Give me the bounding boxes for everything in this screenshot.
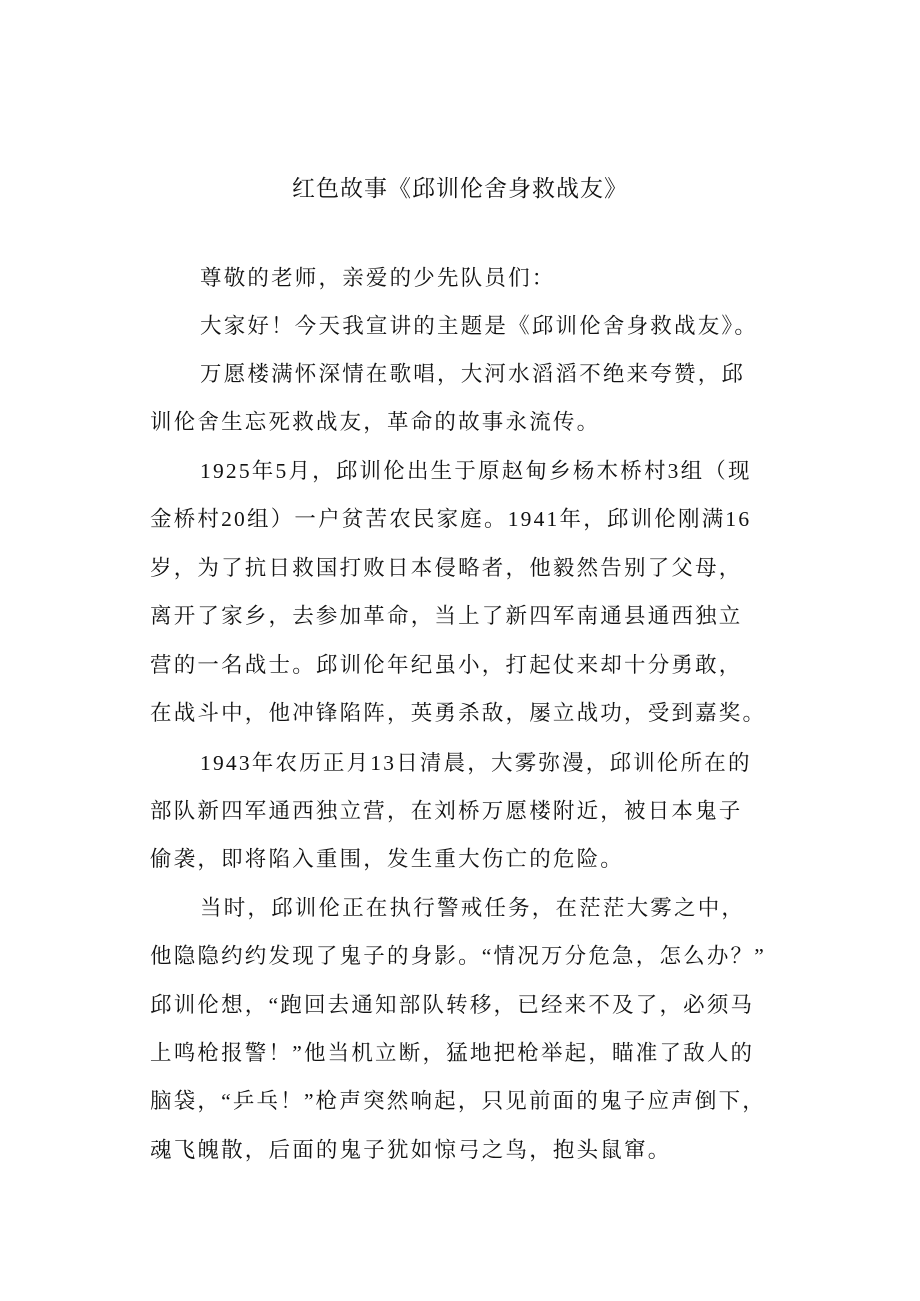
text-line: 上鸣枪报警！”他当机立断，猛地把枪举起，瞄准了敌人的 bbox=[150, 1041, 755, 1065]
text-line: 当时，邱训伦正在执行警戒任务，在茫茫大雾之中， bbox=[200, 896, 746, 920]
text-line: 部队新四军通西独立营，在刘桥万愿楼附近，被日本鬼子 bbox=[150, 799, 743, 823]
document-title: 红色故事《邱训伦舍身救战友》 bbox=[292, 176, 628, 201]
text-line: 他隐隐约约发现了鬼子的身影。“情况万分危急，怎么办？” bbox=[150, 944, 766, 968]
text-line: 偷袭，即将陷入重围，发生重大伤亡的危险。 bbox=[150, 847, 625, 871]
text-line: 邱训伦想，“跑回去通知部队转移，已经来不及了，必须马 bbox=[150, 993, 755, 1017]
text-line: 金桥村20组）一户贫苦农民家庭。1941年，邱训伦刚满16 bbox=[150, 507, 752, 531]
text-line: 1943年农历正月13日清晨，大雾弥漫，邱训伦所在的 bbox=[200, 751, 752, 775]
text-line: 在战斗中，他冲锋陷阵，英勇杀敌，屡立战功，受到嘉奖。 bbox=[150, 701, 767, 725]
text-line: 营的一名战士。邱训伦年纪虽小，打起仗来却十分勇敢， bbox=[150, 653, 743, 677]
text-line: 大家好！今天我宣讲的主题是《邱训伦舍身救战友》。 bbox=[200, 314, 759, 338]
text-line: 岁，为了抗日救国打败日本侵略者，他毅然告别了父母， bbox=[150, 556, 743, 580]
text-line: 魂飞魄散，后面的鬼子犹如惊弓之鸟，抱头鼠窜。 bbox=[150, 1138, 672, 1162]
text-line: 脑袋，“乒乓！”枪声突然响起，只见前面的鬼子应声倒下， bbox=[150, 1089, 766, 1113]
text-line: 训伦舍生忘死救战友，革命的故事永流传。 bbox=[150, 410, 601, 434]
text-line: 离开了家乡，去参加革命，当上了新四军南通县通西独立 bbox=[150, 604, 743, 628]
text-line: 万愿楼满怀深情在歌唱，大河水滔滔不绝来夸赞，邱 bbox=[200, 362, 746, 386]
text-line: 尊敬的老师，亲爱的少先队员们： bbox=[200, 266, 556, 290]
text-line: 1925年5月，邱训伦出生于原赵甸乡杨木桥村3组（现 bbox=[200, 459, 752, 483]
